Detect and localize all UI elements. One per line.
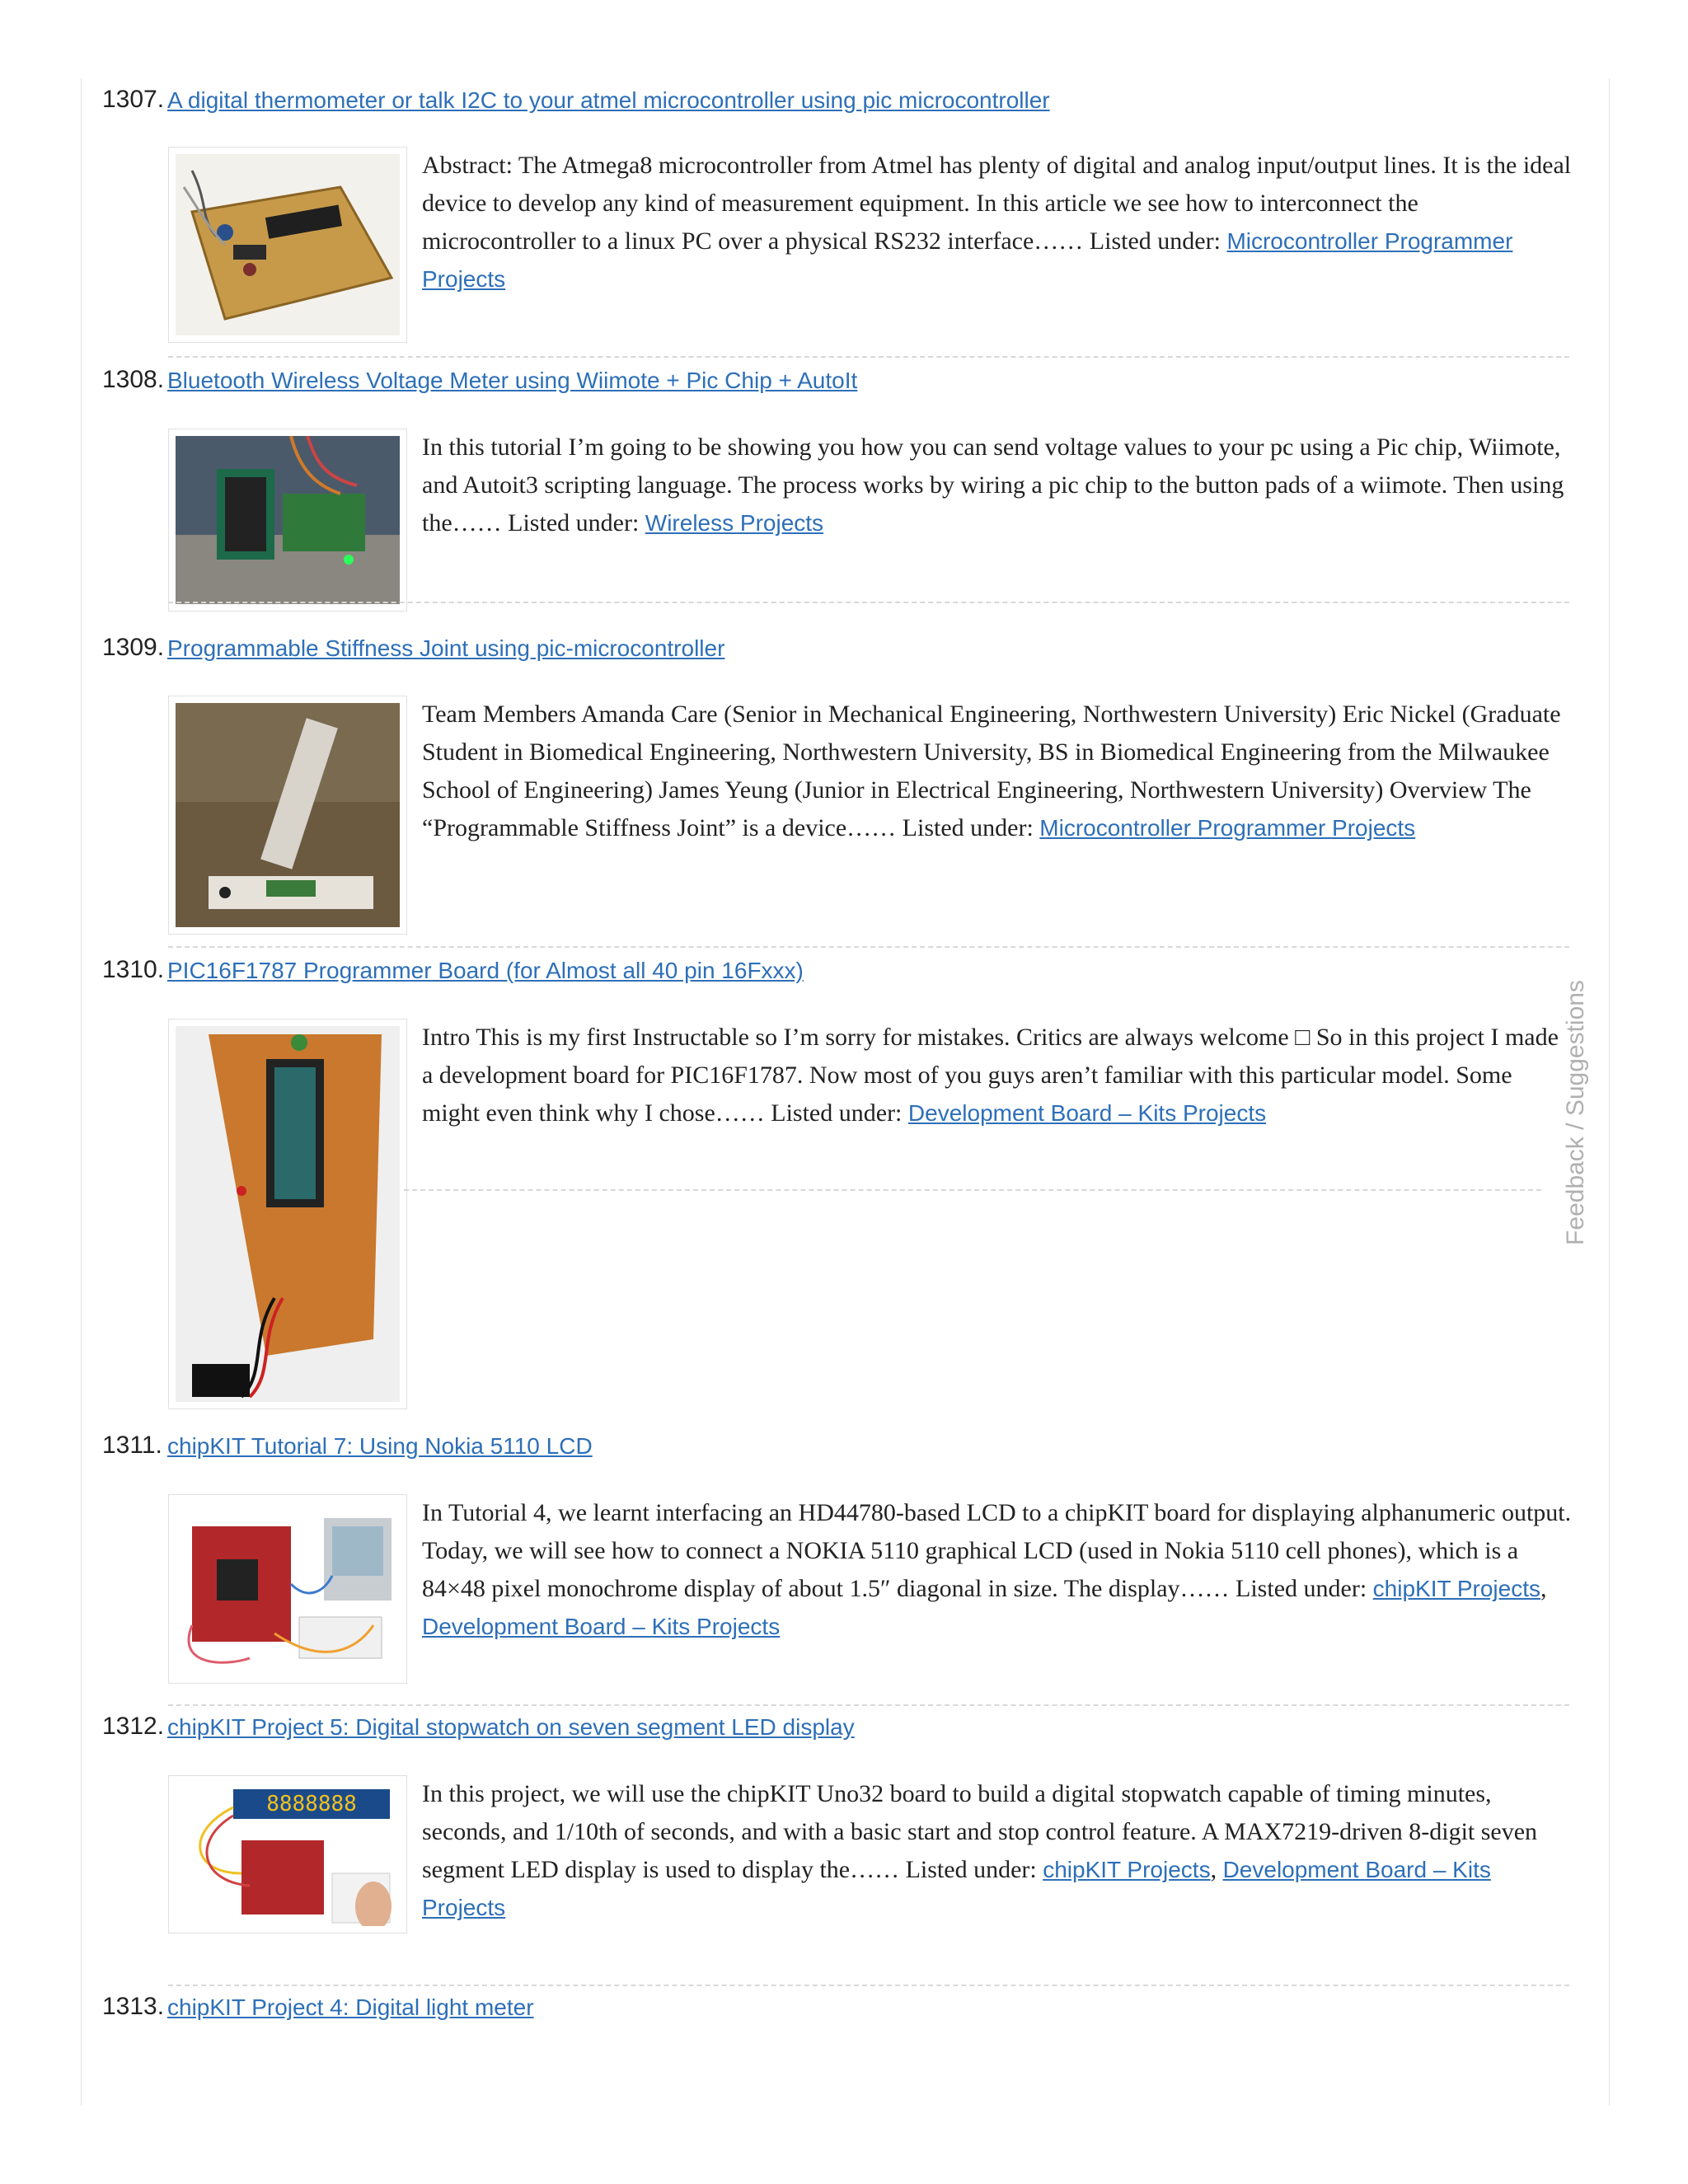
entry-title-link[interactable]: chipKIT Project 5: Digital stopwatch on seven segment LED display	[167, 1714, 855, 1740]
entry-title-link[interactable]: Bluetooth Wireless Voltage Meter using Wiimote + Pic Chip + AutoIt	[167, 368, 858, 393]
entry-title-link[interactable]: PIC16F1787 Programmer Board (for Almost all 40 pin 16Fxxx)	[167, 958, 804, 983]
category-link[interactable]: Development Board – Kits Projects	[907, 1100, 1267, 1126]
entry-number: 1313.	[102, 1993, 165, 2020]
entry-number: 1307.	[102, 86, 165, 113]
entry-number: 1309.	[102, 634, 165, 661]
entry-separator	[168, 1985, 1569, 1986]
category-link[interactable]: Microcontroller Programmer Projects	[1039, 815, 1416, 841]
entry-description: Abstract: The Atmega8 microcontroller from Atmel has plenty of digital and analog input/output lines. It is the ideal device to develop any kind of measurement equipment. In this article we see how to interconnect the microcontroller to a linux PC over a physical RS232 interface…… Listed under: Microcontroller Programmer Projects	[422, 152, 1572, 292]
category-link[interactable]: chipKIT Projects	[1372, 1576, 1540, 1601]
entry-thumbnail[interactable]	[168, 1019, 407, 1409]
content-frame-left	[81, 78, 82, 2106]
content-frame-right	[1609, 78, 1610, 2106]
entry-title-link[interactable]: chipKIT Tutorial 7: Using Nokia 5110 LCD	[167, 1433, 593, 1459]
entry-separator	[168, 356, 1569, 358]
entry-separator	[404, 1189, 1541, 1191]
lcd-digits: 8888888	[266, 1792, 357, 1816]
entry-number: 1310.	[102, 956, 165, 983]
wiimote-voltmeter-image	[176, 436, 400, 604]
nokia-lcd-chipkit-image	[176, 1502, 400, 1676]
category-link[interactable]: Development Board – Kits Projects	[422, 1857, 1491, 1920]
entry-description: In this tutorial I’m going to be showing you how you can send voltage values to your pc using a Pic chip, Wiimote, and Autoit3 scripting language. The process works by wiring a pic chip to the button pads of a wiimote. Then using the…… Listed under: Wireless Projects	[422, 434, 1564, 537]
feedback-tab[interactable]	[1551, 980, 1601, 1245]
pic16f1787-board-image	[176, 1026, 400, 1402]
entry-title-link[interactable]: chipKIT Project 4: Digital light meter	[167, 1994, 534, 2020]
category-link[interactable]: Wireless Projects	[645, 510, 824, 536]
stopwatch-display-image	[176, 1783, 400, 1926]
category-link[interactable]: Microcontroller Programmer Projects	[422, 228, 1513, 292]
entry-separator	[168, 946, 1569, 948]
pcb-thermometer-image	[176, 154, 400, 335]
entry-thumbnail[interactable]	[168, 1775, 407, 1933]
entry-number: 1311.	[102, 1432, 162, 1459]
entry-description: In Tutorial 4, we learnt interfacing an HD44780-based LCD to a chipKIT board for displaying alphanumeric output. Today, we will see how to connect a NOKIA 5110 graphical LCD (used in Nokia 5110 cell phones), which is a 84×48 pixel monochrome display of about 1.5″ diagonal in size. The display…… Listed under: chipKIT Projects, Development Board – Kits Projects	[422, 1499, 1572, 1639]
entry-title-link[interactable]: A digital thermometer or talk I2C to your atmel microcontroller using pic microcontroller	[167, 87, 1050, 113]
feedback-tab-label: Feedback / Suggestions	[1562, 980, 1589, 1245]
stiffness-joint-image	[176, 703, 400, 927]
entry-separator	[168, 1704, 1569, 1706]
entry-thumbnail[interactable]	[168, 696, 407, 935]
entry-description: Intro This is my first Instructable so I’m sorry for mistakes. Critics are always welcome □ So in this project I made a development board for PIC16F1787. Now most of you guys aren’t familiar with this particular model. Some might even think why I chose…… Listed under: Development Board – Kits Projects	[422, 1024, 1559, 1127]
entry-number: 1312.	[102, 1713, 165, 1740]
entry-thumbnail[interactable]	[168, 429, 407, 612]
entry-description: Team Members Amanda Care (Senior in Mechanical Engineering, Northwestern University) Eric Nickel (Graduate Student in Biomedical Engineering, Northwestern University, BS in Biomedical Engineering from the Milwaukee School of Engineering) James Yeung (Junior in Electrical Engineering, Northwestern University) Overview The “Programmable Stiffness Joint” is a device…… Listed under: Microcontroller Programmer Projects	[422, 701, 1561, 841]
category-link[interactable]: Development Board – Kits Projects	[422, 1614, 781, 1639]
category-link[interactable]: chipKIT Projects	[1043, 1857, 1211, 1882]
entry-thumbnail[interactable]	[168, 147, 407, 343]
entry-title-link[interactable]: Programmable Stiffness Joint using pic-microcontroller	[167, 635, 725, 661]
entry-thumbnail[interactable]	[168, 1494, 407, 1684]
entry-description: In this project, we will use the chipKIT Uno32 board to build a digital stopwatch capable of timing minutes, seconds, and 1/10th of seconds, and with a basic start and stop control feature. A MAX7219-driven 8-digit seven segment LED display is used to display the…… Listed under: chipKIT Projects, Development Board – Kits Projects	[422, 1780, 1538, 1920]
entry-number: 1308.	[102, 366, 165, 393]
entry-separator	[168, 602, 1569, 603]
